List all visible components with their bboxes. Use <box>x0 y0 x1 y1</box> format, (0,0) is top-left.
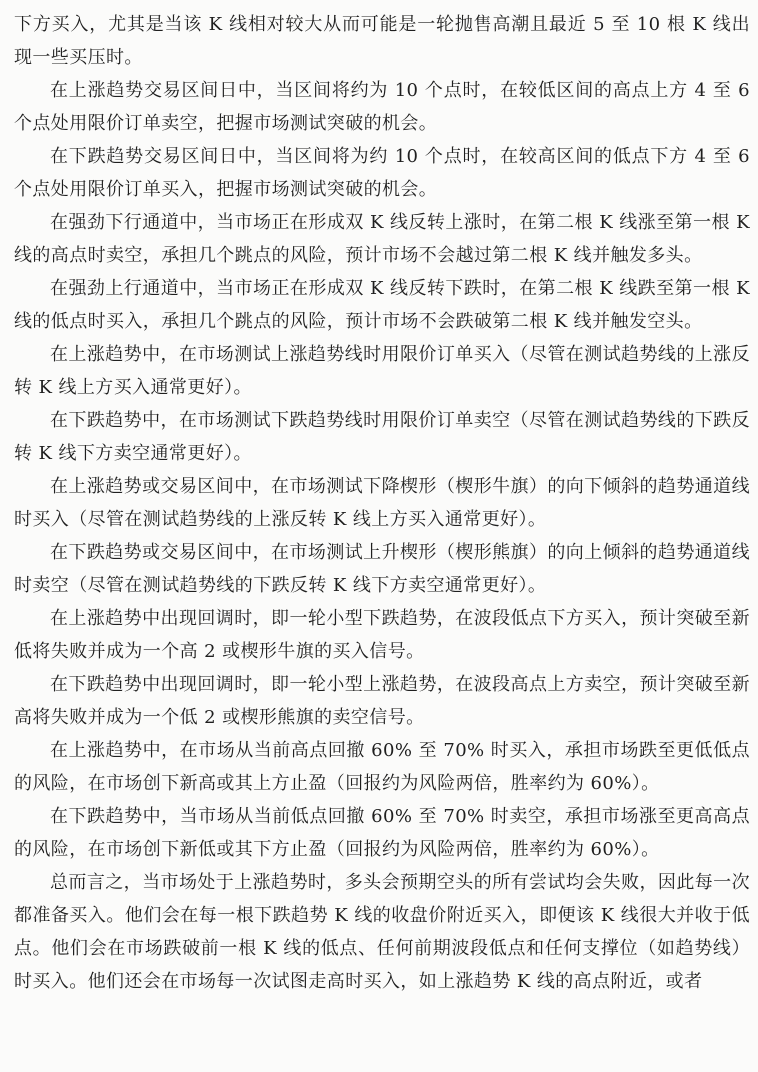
paragraph-10: 在上涨趋势中出现回调时，即一轮小型下跌趋势，在波段低点下方买入，预计突破至新低将失败并成为一个高 2 或楔形牛旗的买入信号。 <box>14 608 750 662</box>
paragraph-3: 在下跌趋势交易区间日中，当区间将为约 10 个点时，在较高区间的低点下方 4 至 6 个点处用限价订单买入，把握市场测试突破的机会。 <box>14 146 750 200</box>
paragraph-9: 在下跌趋势或交易区间中，在市场测试上升楔形（楔形熊旗）的向上倾斜的趋势通道线时卖空（尽管在测试趋势线的下跌反转 K 线下方卖空通常更好）。 <box>14 542 750 596</box>
paragraph-5: 在强劲上行通道中，当市场正在形成双 K 线反转下跌时，在第二根 K 线跌至第一根 K 线的低点时买入，承担几个跳点的风险，预计市场不会跌破第二根 K 线并触发空头。 <box>14 278 750 332</box>
paragraph-7: 在下跌趋势中，在市场测试下跌趋势线时用限价订单卖空（尽管在测试趋势线的下跌反转 K 线下方卖空通常更好）。 <box>14 410 750 464</box>
paragraph-11: 在下跌趋势中出现回调时，即一轮小型上涨趋势，在波段高点上方卖空，预计突破至新高将失败并成为一个低 2 或楔形熊旗的卖空信号。 <box>14 674 750 728</box>
paragraph-14: 总而言之，当市场处于上涨趋势时，多头会预期空头的所有尝试均会失败，因此每一次都准备买入。他们会在每一根下跌趋势 K 线的收盘价附近买入，即便该 K 线很大并收于低点。他们会在市场跌破前一根 K 线的低点、任何前期波段低点和任何支撑位（如趋势线）时买入。他们还会在市场每一次试图走高时买入，如上涨趋势 K 线的高点附近，或者 <box>14 872 750 992</box>
paragraph-2: 在上涨趋势交易区间日中，当区间将约为 10 个点时，在较低区间的高点上方 4 至 6 个点处用限价订单卖空，把握市场测试突破的机会。 <box>14 80 750 134</box>
paragraph-1: 下方买入，尤其是当该 K 线相对较大从而可能是一轮抛售高潮且最近 5 至 10 根 K 线出现一些买压时。 <box>14 14 750 68</box>
paragraph-12: 在上涨趋势中，在市场从当前高点回撤 60% 至 70% 时买入，承担市场跌至更低低点的风险，在市场创下新高或其上方止盈（回报约为风险两倍，胜率约为 60%）。 <box>14 740 750 794</box>
paragraph-13: 在下跌趋势中，当市场从当前低点回撤 60% 至 70% 时卖空，承担市场涨至更高高点的风险，在市场创下新低或其下方止盈（回报约为风险两倍，胜率约为 60%）。 <box>14 806 750 860</box>
paragraph-4: 在强劲下行通道中，当市场正在形成双 K 线反转上涨时，在第二根 K 线涨至第一根 K 线的高点时卖空，承担几个跳点的风险，预计市场不会越过第二根 K 线并触发多头。 <box>14 212 750 266</box>
paragraph-6: 在上涨趋势中，在市场测试上涨趋势线时用限价订单买入（尽管在测试趋势线的上涨反转 K 线上方买入通常更好）。 <box>14 344 750 398</box>
paragraph-8: 在上涨趋势或交易区间中，在市场测试下降楔形（楔形牛旗）的向下倾斜的趋势通道线时买入（尽管在测试趋势线的上涨反转 K 线上方买入通常更好）。 <box>14 476 750 530</box>
